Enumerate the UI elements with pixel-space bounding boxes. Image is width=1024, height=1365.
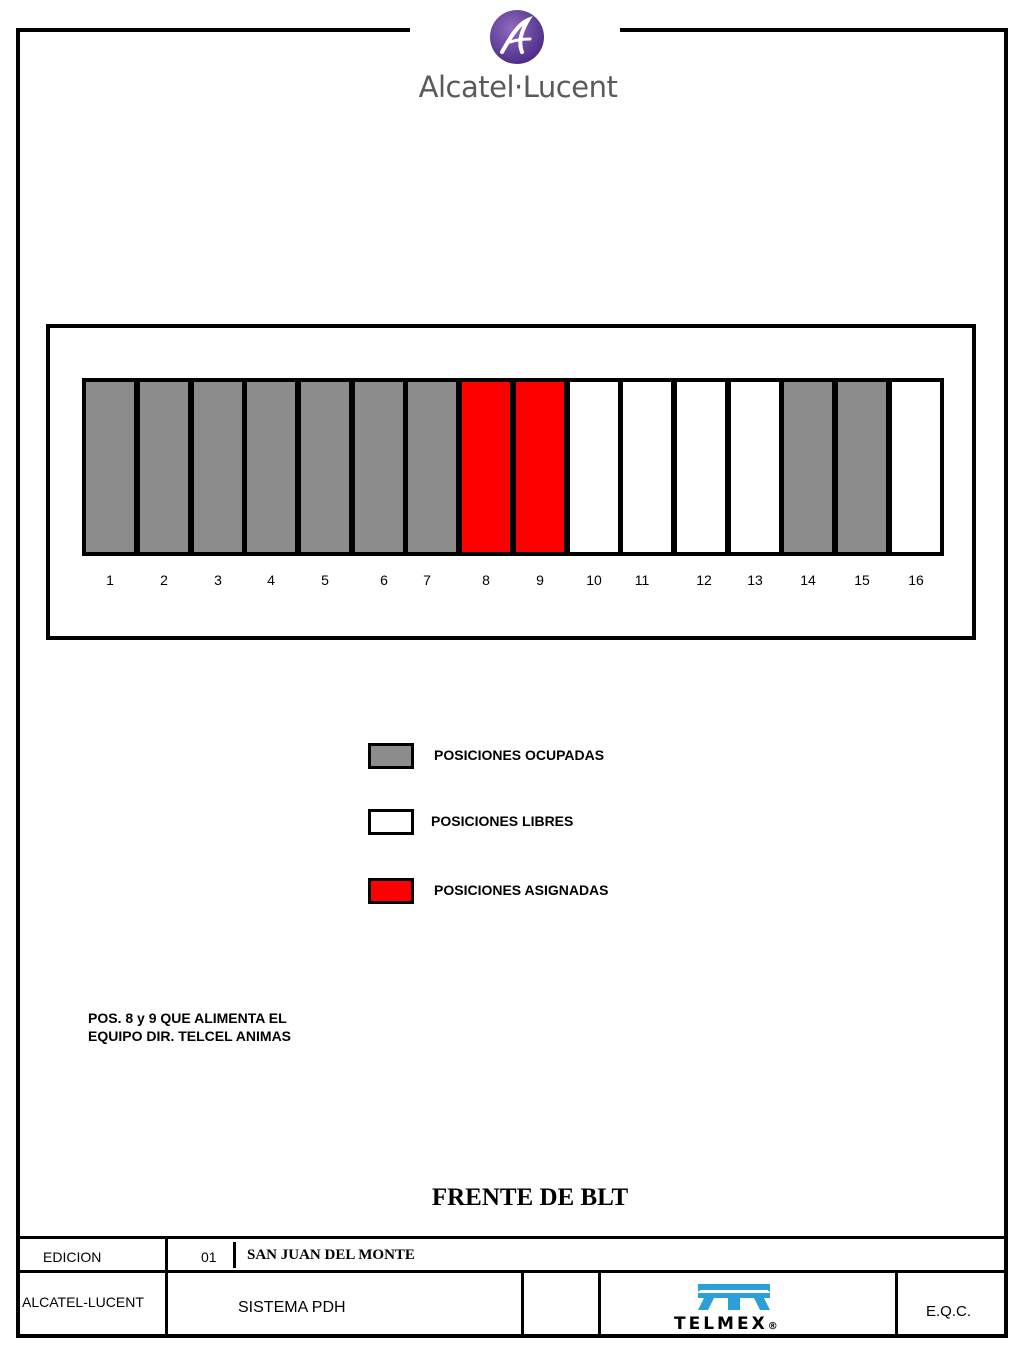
legend-swatch-asignadas (368, 878, 414, 904)
note-line-2: EQUIPO DIR. TELCEL ANIMAS (88, 1028, 292, 1044)
author-initials: E.Q.C. (926, 1303, 972, 1320)
system-name: SISTEMA PDH (238, 1299, 346, 1316)
logo-wordmark: Alcatel·Lucent (418, 70, 618, 104)
slot-number-10: 10 (586, 572, 602, 588)
slot-15 (834, 378, 890, 556)
slot-number-5: 5 (321, 572, 329, 588)
legend-label-ocupadas: POSICIONES OCUPADAS (434, 747, 605, 763)
slot-number-16: 16 (908, 572, 924, 588)
slot-14 (780, 378, 836, 556)
slot-1 (82, 378, 138, 556)
slot-11 (619, 378, 675, 556)
frame-top-border-left (16, 28, 410, 32)
slot-16 (888, 378, 944, 556)
slot-5 (297, 378, 353, 556)
telmex-logo (668, 1282, 802, 1334)
frame-top-border-right (620, 28, 1008, 32)
title-block-divider-1 (165, 1236, 168, 1336)
slot-number-4: 4 (267, 572, 275, 588)
slot-number-11: 11 (634, 572, 650, 588)
title-block-divider-4 (598, 1272, 601, 1336)
alcatel-lucent-logo (418, 6, 618, 102)
slot-number-8: 8 (482, 572, 490, 588)
telmex-wordmark (674, 1314, 778, 1334)
slot-6 (351, 378, 407, 556)
slot-number-15: 15 (854, 572, 870, 588)
slot-number-12: 12 (696, 572, 712, 588)
note-line-1: POS. 8 y 9 QUE ALIMENTA EL (88, 1010, 287, 1026)
slot-number-3: 3 (214, 572, 222, 588)
slot-number-1: 1 (106, 572, 114, 588)
slot-number-13: 13 (747, 572, 763, 588)
edicion-label: EDICION (43, 1249, 102, 1265)
slot-13 (727, 378, 783, 556)
slot-12 (673, 378, 729, 556)
drawing-title: FRENTE DE BLT (431, 1184, 629, 1211)
slot-number-2: 2 (160, 572, 168, 588)
slot-number-9: 9 (536, 572, 544, 588)
slot-3 (190, 378, 246, 556)
legend-label-asignadas: POSICIONES ASIGNADAS (434, 882, 609, 898)
slot-number-6: 6 (380, 572, 388, 588)
company-name: ALCATEL-LUCENT (22, 1294, 144, 1310)
legend-swatch-libres (368, 809, 414, 835)
legend-swatch-ocupadas (368, 743, 414, 769)
telmex-emblem-icon (668, 1282, 802, 1312)
telmex-text: TELMEX (674, 1314, 768, 1334)
slot-9 (512, 378, 568, 556)
site-name: SAN JUAN DEL MONTE (247, 1247, 415, 1263)
registered-mark: ® (767, 1321, 778, 1332)
frame-left-border (16, 28, 20, 1338)
slot-2 (136, 378, 192, 556)
blt-panel (46, 324, 976, 640)
edicion-value: 01 (201, 1249, 217, 1265)
slot-4 (243, 378, 299, 556)
slot-7 (404, 378, 460, 556)
title-block-divider-3 (521, 1272, 524, 1336)
slot-8 (458, 378, 514, 556)
note (88, 1009, 291, 1045)
legend-label-libres: POSICIONES LIBRES (431, 813, 574, 829)
slot-number-14: 14 (800, 572, 816, 588)
slot-number-7: 7 (423, 572, 431, 588)
frame-right-border (1004, 28, 1008, 1338)
title-block-divider-5 (895, 1272, 898, 1336)
alcatel-lucent-swirl-icon (488, 8, 546, 66)
slot-10 (566, 378, 622, 556)
title-block-divider-2 (233, 1242, 236, 1268)
